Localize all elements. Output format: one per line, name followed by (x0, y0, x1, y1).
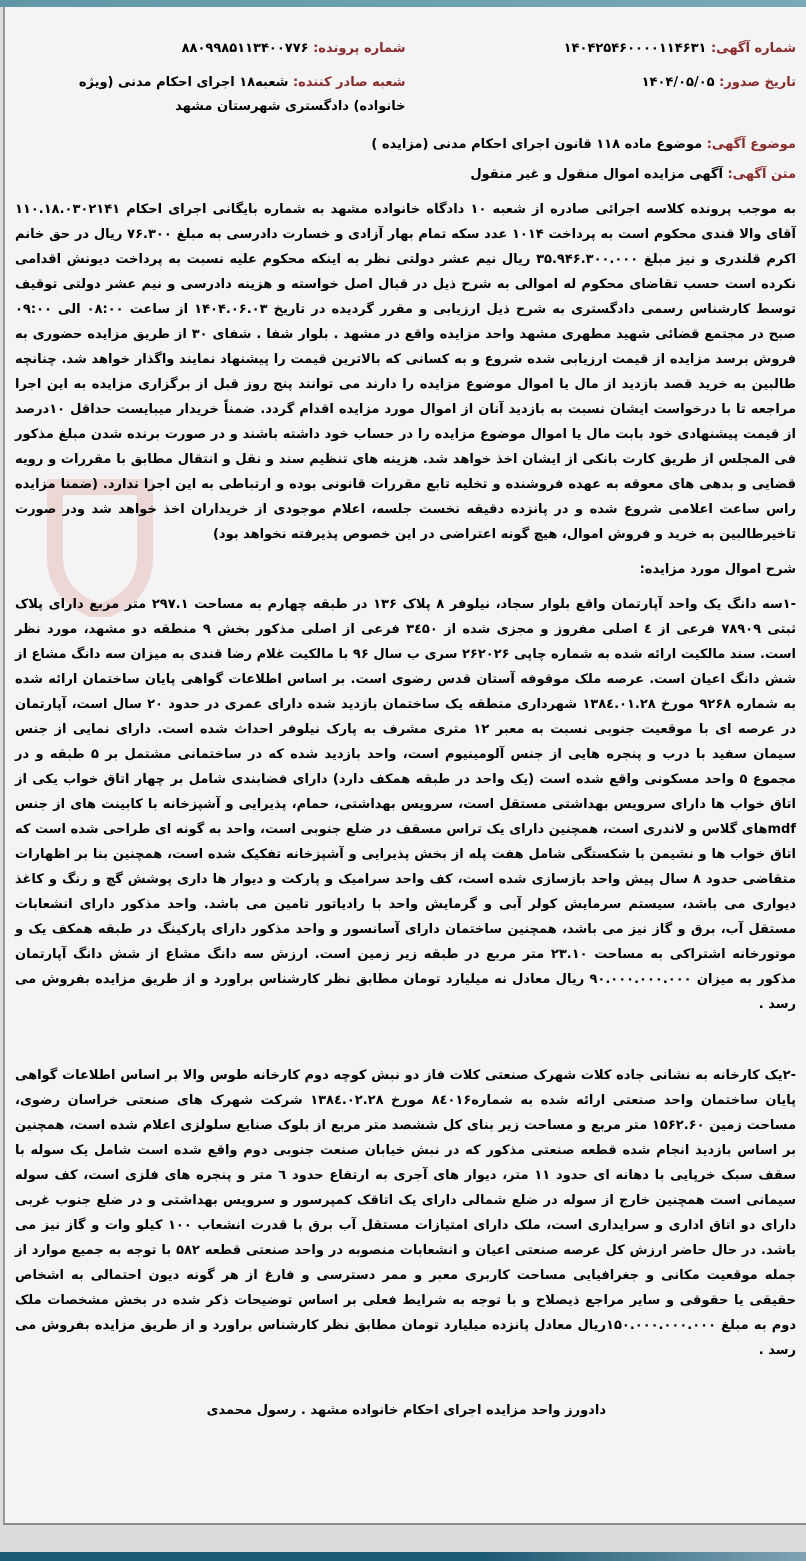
signature: دادورز واحد مزایده اجرای احکام خانواده مشهد . رسول محمدی (206, 1403, 606, 1418)
issue-date (406, 71, 797, 119)
issue-date-value: ۱۴۰۴/۰۵/۰۵ (641, 75, 715, 90)
subject-label: موضوع آگهی: (706, 137, 796, 152)
item-1-paragraph: -۱سه دانگ یک واحد آپارتمان واقع بلوار سجاد، نیلوفر ۸ پلاک ۱۳۶ در طبقه چهارم به مساحت ۲۹۷.۱ متر مربع دارای پلاک ثبتی ۷۸۹۰۹ فرعی از ٤ اصلی مفروز و مجزی شده از ۳٤۵۰ فرعی از اصلی مذکور بخش ۹ منطقه دو مشهد، مورد نظر است. سند مالکیت ارائه شده به شماره چاپی ۲۶۲۰۲۶ سری ب سال ۹۶ با مالکیت غلام رضا قندی به میزان سه دانگ مشاع از شش دانگ اعیان است. عرصه ملک موقوفه آستان قدس رضوی است. بر اساس اطلاعات گواهی پایان ساختمان ارائه شده به شماره ۹۲۶۸ مورخ ۱۳۸٤.۰۱.۲۸ شهرداری منطقه یک ساختمان بازدید شده دارای عمری در حدود ۲۰ سال است، آپارتمان در عرصه ای با موقعیت جنوبی نسبت به معبر ۱۲ متری مشرف به پارک نیلوفر احداث شده است. دارای نمایی از جنس سیمان سفید با درب و پنجره هایی از جنس آلومینیوم است، واحد بازدید شده که در ساختمانی مشتمل بر ۵ طبقه و در مجموع ۵ واحد مسکونی واقع شده است (یک واحد در طبقه همکف دارد) دارای فضابندی شامل بر چهار اتاق خواب یکی از اتاق خواب ها دارای سرویس بهداشتی مستقل است، سرویس بهداشتی، حمام، پذیرایی و آشپزخانه با کابینت های از جنس mdfهای گلاس و لاندری است، همچنین دارای یک تراس مسقف در ضلع جنوبی است، واحد به گونه ای طراحی شده است که اتاق خواب ها و نشیمن با شکستگی شامل هفت پله از بخش پذیرایی و آشپزخانه تفکیک شده است، همچنین بنا بر اظهارات متقاضی حدود ۸ سال پیش واحد بازسازی شده است، کف واحد سرامیک و پارکت و دیوار ها داری پوشش گچ و رنگ و کاغذ دیواری می باشد، سیستم سرمایش کولر آبی و گرمایش واحد با رادیاتور تامین می باشد. واحد مذکور دارای انشعابات مستقل آب، برق و گاز نیز می باشد، همچنین ساختمان دارای آسانسور و واحد مذکور دارای پارکینگ در طبقه همکف یک و موتورخانه اشتراکی به مساحت ۲۳.۱۰ متر مربع در طبقه زیر زمین است. ارزش سه دانگ مشاع از شش دانگ آپارتمان مذکور به میزان ۹۰.۰۰۰.۰۰۰.۰۰۰ ریال معادل نه میلیارد تومان مطابق نظر کارشناس براورد و از طریق مزایده بفروش می رسد . (15, 597, 797, 1012)
window-bottom-bar (0, 1552, 806, 1561)
notice-title (15, 163, 796, 187)
item-2-paragraph: -۲یک کارخانه به نشانی جاده کلات شهرک صنعتی کلات فاز دو نبش کوچه دوم کارخانه طوس والا بر اساس اطلاعات گواهی پایان ساختمان واحد صنعتی ارائه شده به شماره۸٤۰۱۶ مورخ ۱۳۸٤.۰۲.۲۸ شرکت شهرک های صنعتی خراسان رضوی، مساحت زمین ۱۵۶۲.۶۰ متر مربع و مساحت زیر بنای کل ششصد متر مربع از بلوک صنایع سلولزی اعلام شده است، همچنین بر اساس بازدید انجام شده قطعه صنعتی مذکور که در نبش خیابان صنعت جنوبی دوم واقع شده است شامل یک سوله با سقف سبک خرپایی با دهانه ای حدود ۱۱ متر، دیوار های آجری به ارتفاع حدود ٦ متر و پنجره های فلزی است، کف سوله سیمانی است همچنین خارج از سوله در ضلع شمالی دارای یک اتاقک کمپرسور و سرویس بهداشتی و در ضلع جنوب غربی دارای دو اتاق اداری و سرایداری است، ملک دارای امتیازات مستقل آب برق با قدرت انشعاب ۱۰۰ کیلو وات و گاز نیز می باشد. در حال حاضر ارزش کل عرصه صنعتی اعیان و انشعابات منصوبه در واحد صنعتی قطعه ۵۸۲ با توجه به جمیع موارد از جمله موقعیت مکانی و جغرافیایی مساحت کاربری معبر و ممر دسترسی و فارغ از هر گونه دیون احتمالی به اشخاص حقیقی یا حقوقی و سایر مراجع ذیصلاح و با توجه به شرایط فعلی بر اساس توضیحات ذکر شده در بخش مشخصات ملک دوم به مبلغ ۱۵۰.۰۰۰.۰۰۰.۰۰۰ریال معادل پانزده میلیارد تومان مطابق نظر کارشناس براورد و از طریق مزایده بفروش می رسد . (15, 1068, 796, 1358)
case-number-label: شماره پرونده: (313, 41, 406, 56)
issuer (15, 71, 406, 119)
notice-panel (3, 7, 806, 1525)
items-heading: شرح اموال مورد مزایده: (639, 562, 796, 577)
issuer-label: شعبه صادر کننده: (292, 75, 406, 90)
ad-number (406, 37, 797, 61)
ad-number-value: ۱۴۰۴۲۵۴۶۰۰۰۰۱۱۴۶۳۱ (563, 41, 707, 56)
spacer (15, 1017, 796, 1053)
issuer-line-1: شعبه۱۸ اجرای احکام مدنی (ویژه خانواده) دادگستری (78, 75, 406, 114)
issuer-line-2: شهرستان مشهد (175, 99, 281, 114)
notice-title-label: متن آگهی: (727, 167, 796, 182)
window-top-bar (0, 0, 806, 7)
ad-number-label: شماره آگهی: (710, 41, 796, 56)
subject-value: موضوع ماده ۱۱۸ قانون اجرای احکام مدنی (مزایده ) (371, 137, 703, 152)
case-number (15, 37, 406, 61)
header-row-1 (15, 37, 796, 61)
subject (15, 133, 796, 157)
issue-date-label: تاریخ صدور: (719, 75, 796, 90)
notice-title-value: آگهی مزایده اموال منقول و غیر منقول (470, 167, 723, 182)
case-number-value: ۸۸۰۹۹۸۵۱۱۳۴۰۰۷۷۶ (181, 41, 309, 56)
intro-paragraph: به موجب پرونده کلاسه اجرائی صادره از شعبه ۱۰ دادگاه خانواده مشهد به شماره بایگانی اجرای احکام ۱۱۰.۱۸.۰۳۰۲۱۴۱ آقای والا قندی محکوم است به پرداخت ۱۰۱۴ عدد سکه تمام بهار آزادی و خسارت دادرسی به مبلغ ۷۶.۳۰۰ ریال در حق خانم اکرم قلندری و نیز مبلغ ۳۵.۹۴۶.۳۰۰.۰۰۰ ریال نیم عشر دولتی نظر به اینکه محکوم علیه نسبت به پرداخت دیونش اقدامی نکرده است حسب تقاضای محکوم له اموالی به شرح ذیل در قبال اصل خواسته و هزینه دادرسی و نیم عشر دولتی توقیف توسط کارشناس رسمی دادگستری به شرح ذیل ارزیابی و مقرر گردیده در تاریخ ۱۴۰۴.۰۶.۰۳ از ساعت ۰۸:۰۰ الی ۰۹:۰۰ صبح در مجتمع قضائی شهید مطهری مشهد واحد مزایده واقع در مشهد . بلوار شفا . شفای ۳۰ از طریق مزایده حضوری به فروش برسد مزایده از قیمت ارزیابی شده شروع و به کسانی که بالاترین قیمت را پیشنهاد نمایند واگذار خواهد شد. چنانچه طالبین به خرید قصد بازدید از مال یا اموال موضوع مزایده را دارند می توانند پنج روز قبل از برگزاری مزایده به این اجرا مراجعه تا با درخواست ایشان نسبت به بازدید آنان از اموال مورد مزایده اقدام گردد. ضمناً خریدار میبایست حداقل ۱۰درصد از قیمت پیشنهادی خود بابت مال یا اموال موضوع مزایده را در حساب خود داشته باشند و در صورت برنده شدن مبلغ مذکور فی المجلس از طریق کارت بانکی از ایشان اخذ خواهد شد. هزینه های تنظیم سند و نقل و انتقال مطابق با مقررات و رویه قضایی و بدهی های معوقه به عهده فروشنده و تخلیه تابع مقررات قانونی بوده و ارتباطی به این اجرا ندارد. (ضمنا مزایده راس ساعت اعلامی شروع شده و در پانزده دقیقه نخست جلسه، اعلام موجودی از خریداران اخذ خواهد شد ودر صورت تاخیرطالبین به خرید و فروش اموال، هیچ گونه اعتراضی در این خصوص پذیرفته نخواهد بود) (15, 202, 797, 542)
header-row-2 (15, 71, 796, 119)
